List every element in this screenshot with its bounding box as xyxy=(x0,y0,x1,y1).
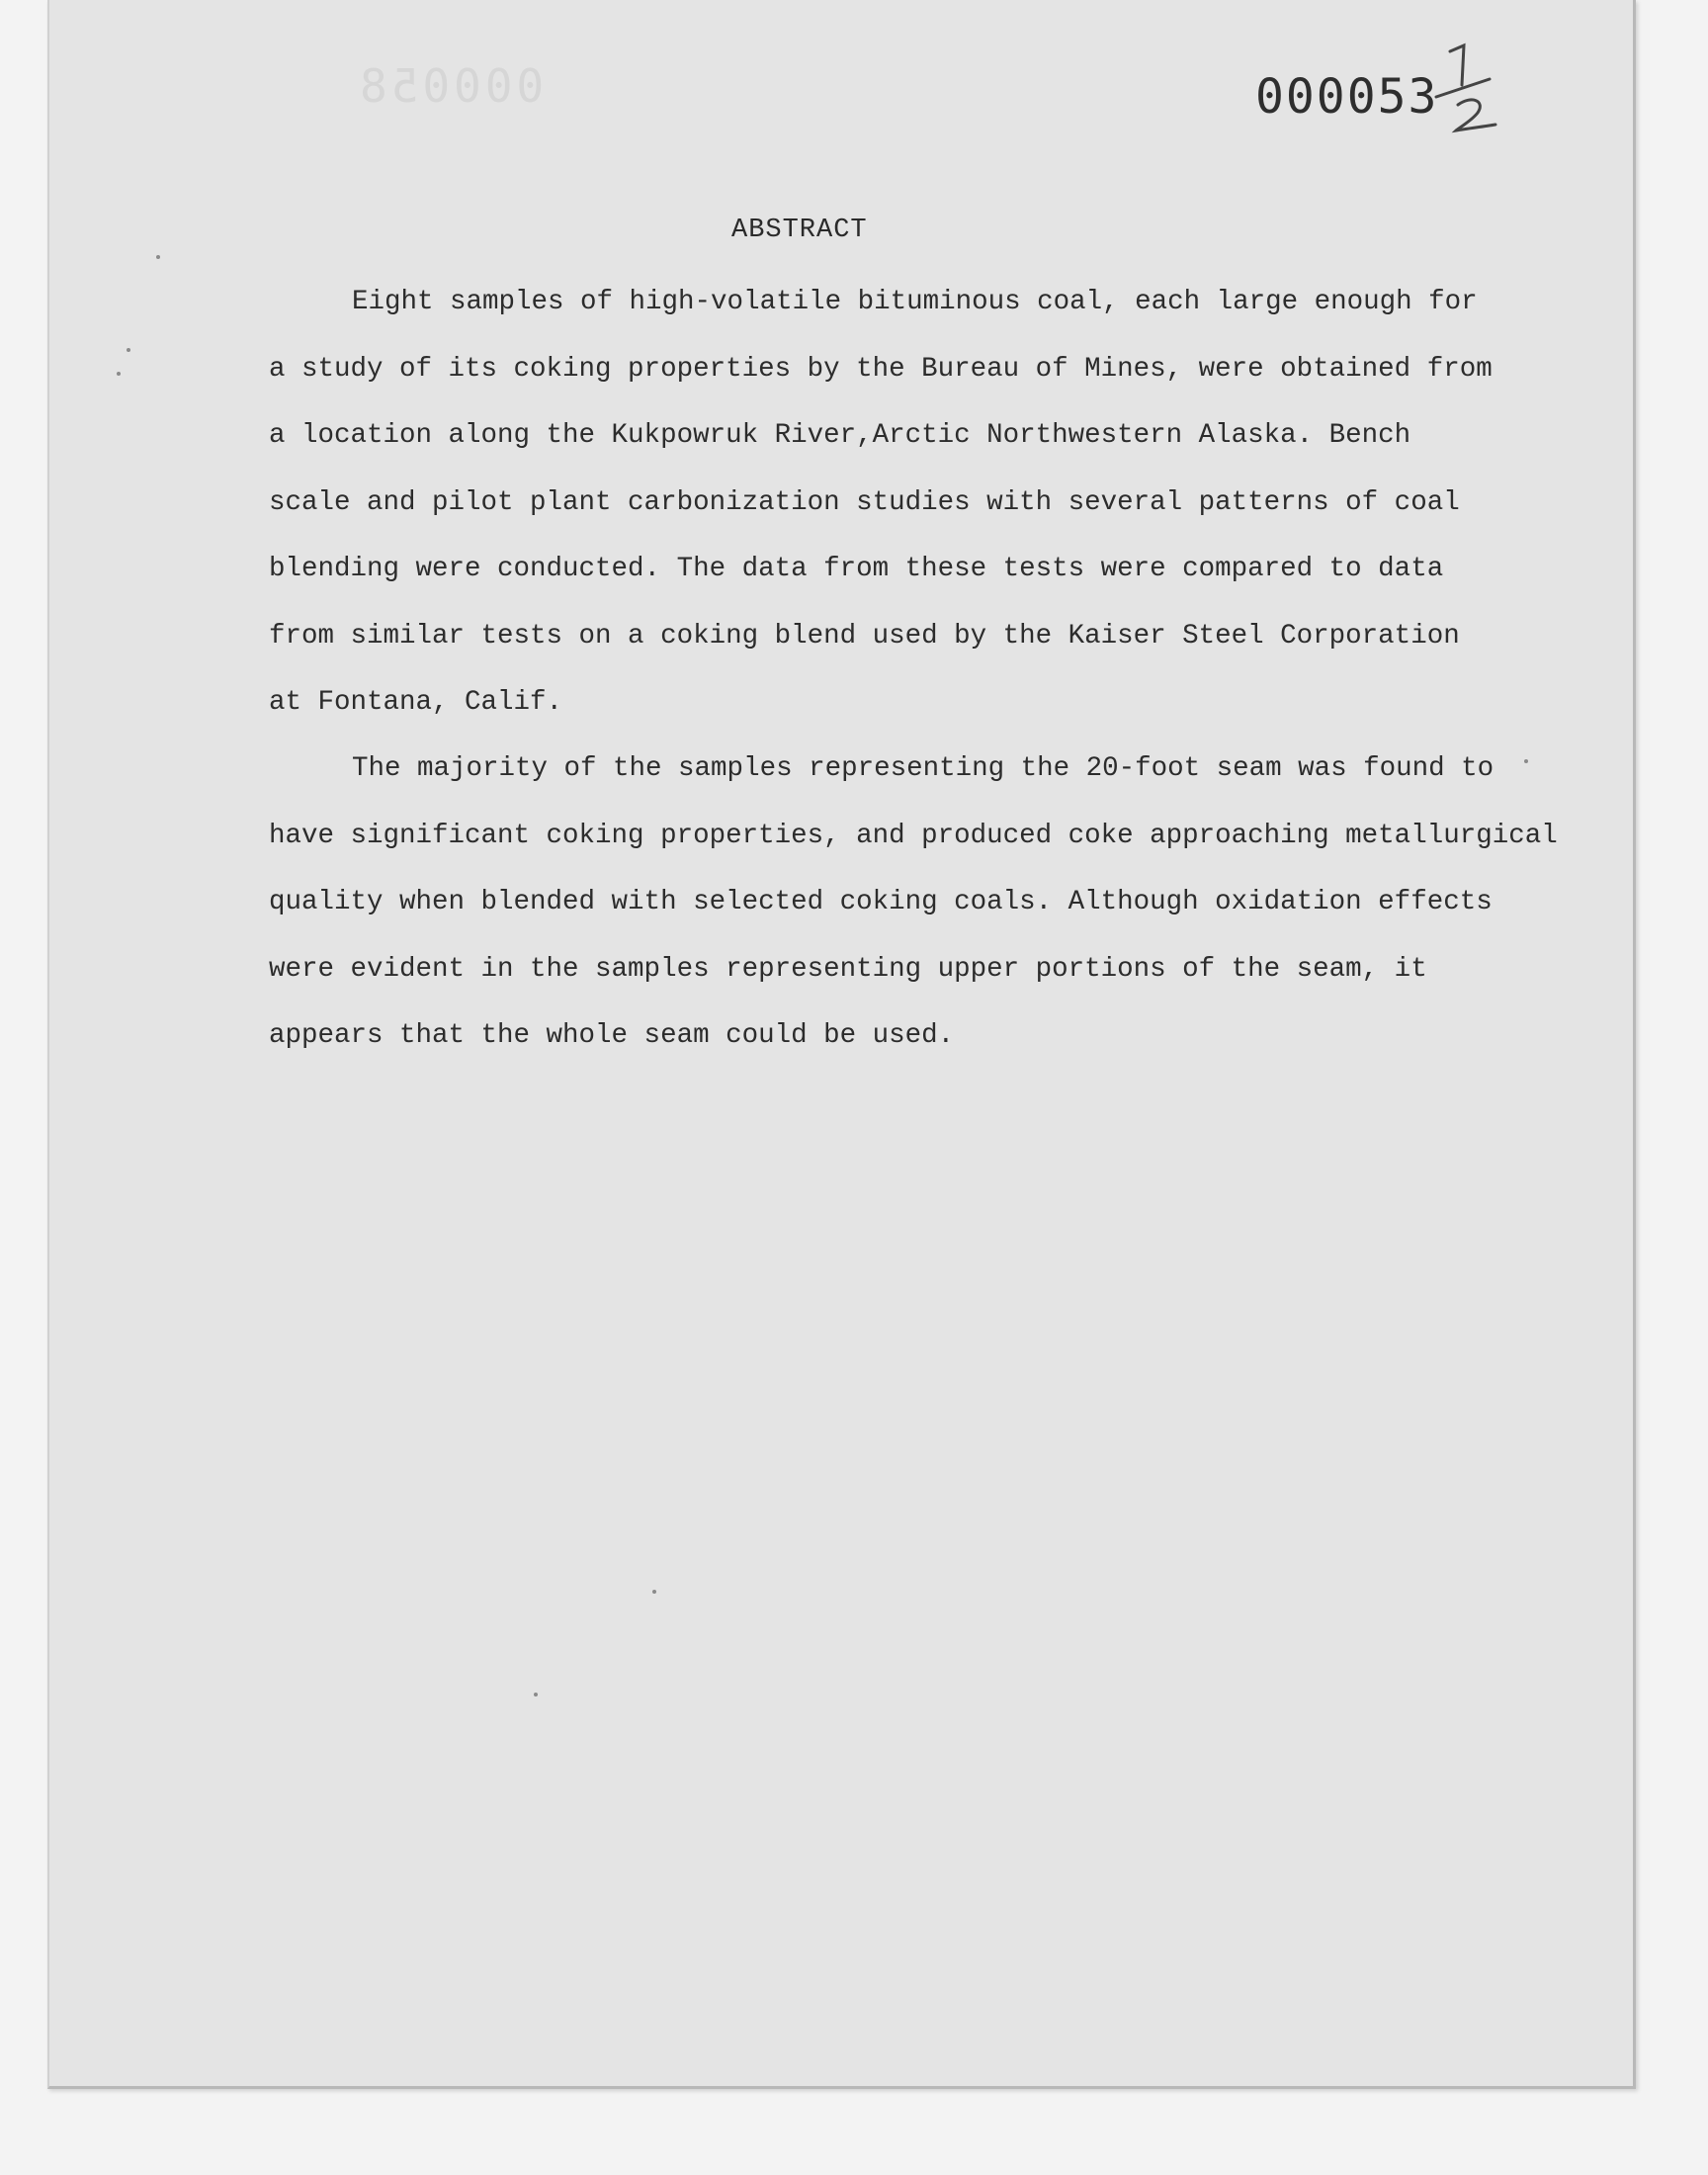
bleed-through-number: 000058 xyxy=(356,59,545,113)
paper-speck xyxy=(534,1693,538,1696)
paper-speck xyxy=(156,255,160,259)
text-line: Eight samples of high-volatile bituminous coal, each large enough for xyxy=(352,287,1478,317)
text-line: at Fontana, Calif. xyxy=(269,687,563,718)
abstract-paragraph-1 xyxy=(269,269,1643,737)
abstract-heading: ABSTRACT xyxy=(731,216,868,245)
text-line: quality when blended with selected coking coals. Although oxidation effects xyxy=(269,887,1493,917)
text-line: scale and pilot plant carbonization studies with several patterns of coal xyxy=(269,486,1460,518)
text-line: from similar tests on a coking blend used by the Kaiser Steel Corporation xyxy=(269,620,1460,652)
text-line: blending were conducted. The data from these tests were compared to data xyxy=(269,554,1444,584)
paper-speck xyxy=(127,348,130,352)
paper-speck xyxy=(117,372,121,376)
paper-speck xyxy=(652,1590,656,1594)
text-line: a location along the Kukpowruk River,Arctic Northwestern Alaska. Bench xyxy=(269,420,1411,451)
text-line: have significant coking properties, and produced coke approaching metallurgical xyxy=(269,820,1558,851)
text-line: a study of its coking properties by the Bureau of Mines, were obtained from xyxy=(269,353,1493,385)
handwritten-fraction-mark xyxy=(1428,40,1507,138)
page-number-stamp: 000053 xyxy=(1255,69,1439,125)
text-line: The majority of the samples representing the 20-foot seam was found to xyxy=(352,753,1494,784)
abstract-paragraph-2 xyxy=(269,736,1643,1070)
paper-speck xyxy=(1524,759,1528,763)
document-page xyxy=(47,0,1636,2089)
text-line: were evident in the samples representing upper portions of the seam, it xyxy=(269,953,1427,985)
text-line: appears that the whole seam could be used. xyxy=(269,1020,955,1051)
